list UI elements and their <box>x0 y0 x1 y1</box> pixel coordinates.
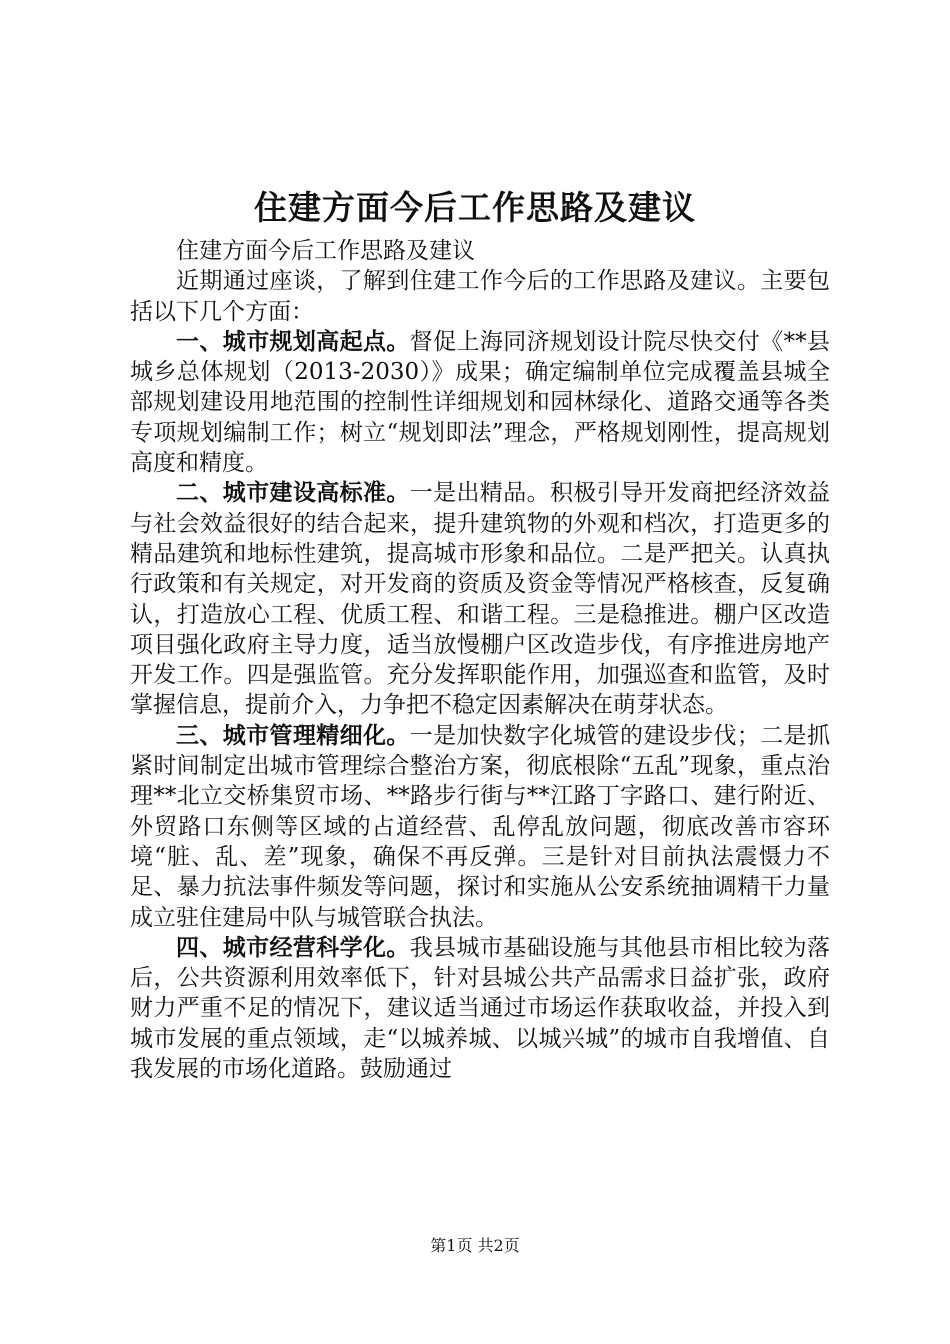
document-title: 住建方面今后工作思路及建议 <box>254 188 696 227</box>
paragraph-subtitle <box>130 236 830 266</box>
paragraph-text: 一是加快数字化城管的建设步伐；二是抓紧时间制定出城市管理综合整治方案，彻底根除“五乱”现象，重点治理**北立交桥集贸市场、**路步行街与**江路丁字路口、建行附近、外贸路口东侧等区域的占道经营、乱停乱放问题，彻底改善市容环境“脏、乱、差”现象，确保不再反弹。三是针对目前执法震慑力不足、暴力抗法事件频发等问题，探讨和实施从公安系统抽调精干力量成立驻住建局中队与城管联合执法。 <box>130 722 831 931</box>
paragraph-planning <box>130 327 830 478</box>
paragraph-text: 住建方面今后工作思路及建议 <box>176 238 475 264</box>
paragraph-text: 近期通过座谈，了解到住建工作今后的工作思路及建议。主要包括以下几个方面： <box>130 268 830 325</box>
document-body <box>130 236 830 1084</box>
paragraph-heading: 三、城市管理精细化。 <box>176 721 410 749</box>
paragraph-heading: 二、城市建设高标准。 <box>176 479 410 507</box>
paragraph-operation <box>130 933 830 1084</box>
paragraph-text: 督促上海同济规划设计院尽快交付《**县城乡总体规划（2013-2030）》成果；确定编制单位完成覆盖县城全部规划建设用地范围的控制性详细规划和园林绿化、道路交通等各类专项规划编制工作；树立“规划即法”理念，严格规划刚性，提高规划高度和精度。 <box>130 328 831 477</box>
paragraph-text: 一是出精品。积极引导开发商把经济效益与社会效益很好的结合起来，提升建筑物的外观和档次，打造更多的精品建筑和地标性建筑，提高城市形象和品位。二是严把关。认真执行政策和有关规定，对开发商的资质及资金等情况严格核查，反复确认，打造放心工程、优质工程、和谐工程。三是稳推进。棚户区改造项目强化政府主导力度，适当放慢棚户区改造步伐，有序推进房地产开发工作。四是强监管。充分发挥职能作用，加强巡查和监管，及时掌握信息，提前介入，力争把不稳定因素解决在萌芽状态。 <box>130 480 831 719</box>
page-footer: 第1页 共2页 <box>430 1236 520 1255</box>
paragraph-text: 我县城市基础设施与其他县市相比较为落后，公共资源利用效率低下，针对县城公共产品需求日益扩张，政府财力严重不足的情况下，建议适当通过市场运作获取收益，并投入到城市发展的重点领域，走“以城养城、以城兴城”的城市自我增值、自我发展的市场化道路。鼓励通过 <box>130 934 831 1083</box>
paragraph-intro <box>130 266 830 327</box>
paragraph-heading: 四、城市经营科学化。 <box>176 933 410 961</box>
paragraph-heading: 一、城市规划高起点。 <box>176 327 410 355</box>
paragraph-construction <box>130 478 830 720</box>
paragraph-management <box>130 721 830 933</box>
